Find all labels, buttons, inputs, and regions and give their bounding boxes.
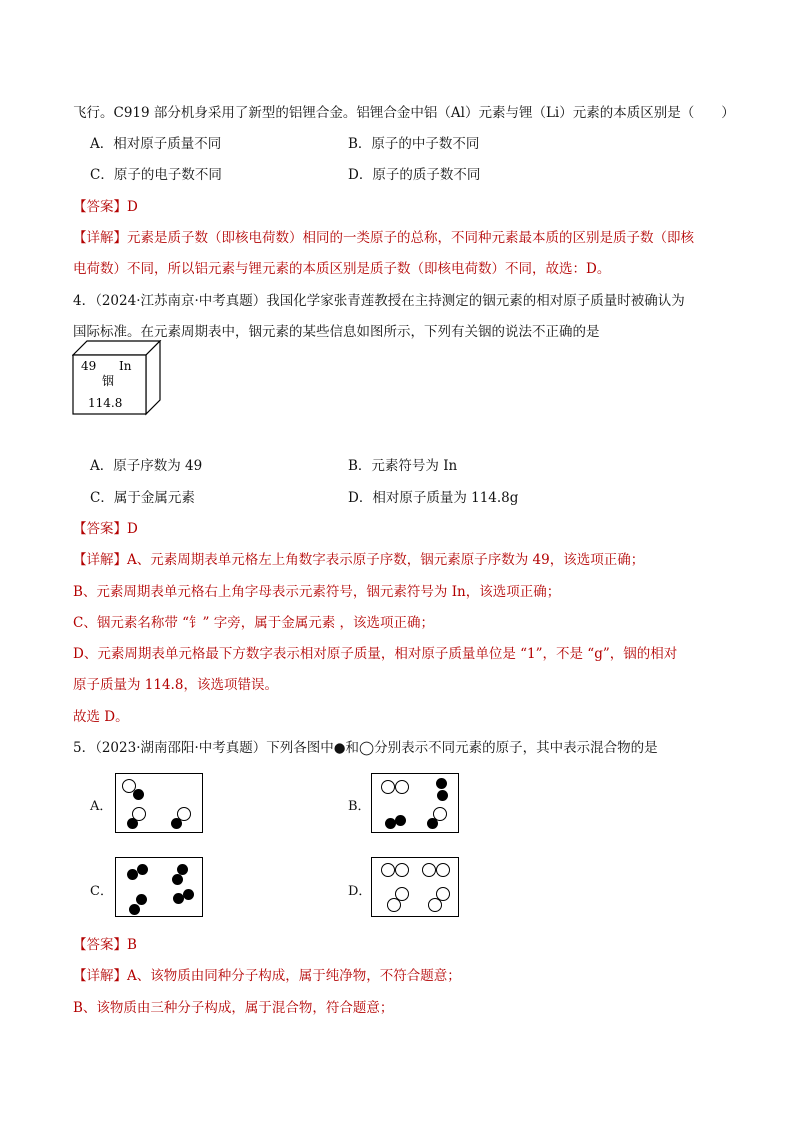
- q4-detail-line-1: [73, 551, 644, 569]
- answer-tag: 【答案】: [73, 937, 127, 953]
- q5-diagram-d: [371, 857, 459, 917]
- q4-detail-line-5: 原子质量为 114.8，该选项错误。: [73, 677, 278, 693]
- black-atom: [183, 889, 194, 900]
- black-atom: [129, 904, 140, 915]
- cell-element-name: 铟: [102, 374, 115, 388]
- cell-atomic-number: 49: [81, 359, 97, 373]
- q3-option-a: A．相对原子质量不同: [90, 136, 222, 152]
- q3-option-d: D．原子的质子数不同: [348, 167, 481, 183]
- black-atom: [172, 874, 183, 885]
- black-atom: [137, 864, 148, 875]
- q5-stem: 5．（2023·湖南邵阳·中考真题）下列各图中●和◯分别表示不同元素的原子，其中表示混合物的是: [73, 740, 658, 756]
- white-atom: [381, 780, 395, 794]
- q5-diagram-a: [115, 773, 203, 833]
- detail-text: A、该物质由同种分子构成，属于纯净物，不符合题意；: [127, 968, 461, 984]
- answer-tag: 【答案】: [73, 521, 127, 537]
- q4-option-a: A．原子序数为 49: [90, 458, 203, 474]
- white-atom: [381, 863, 395, 877]
- q4-option-d: D．相对原子质量为 114.8g: [348, 490, 519, 506]
- detail-text: A、元素周期表单元格左上角数字表示原子序数，铟元素原子序数为 49，该选项正确；: [127, 552, 645, 568]
- q5-answer: [73, 936, 137, 954]
- q3-stem: 飞行。C919 部分机身采用了新型的铝锂合金。铝锂合金中铝（Al）元素与锂（Li）元素的本质区别是（ ）: [73, 105, 735, 121]
- white-atom: [428, 898, 442, 912]
- answer-value: D: [127, 199, 138, 215]
- detail-tag: 【详解】: [73, 968, 127, 984]
- white-atom: [395, 863, 409, 877]
- q4-detail-line-2: B、元素周期表单元格右上角字母表示元素符号，铟元素符号为 In，该选项正确；: [73, 584, 561, 600]
- q4-detail-line-4: D、元素周期表单元格最下方数字表示相对原子质量，相对原子质量单位是 “1”，不是 “g”，铟的相对: [73, 646, 678, 662]
- q3-detail-line-2: 电荷数）不同，所以铝元素与锂元素的本质区别是质子数（即核电荷数）不同，故选：D。: [73, 261, 611, 277]
- q5-label-b: B．: [348, 799, 371, 814]
- black-atom: [133, 789, 144, 800]
- cell-atomic-mass: 114.8: [88, 396, 123, 410]
- q5-label-d: D．: [348, 884, 372, 899]
- q4-answer: [73, 520, 138, 538]
- q3-answer: [73, 198, 138, 216]
- white-atom: [422, 863, 436, 877]
- black-atom: [395, 815, 406, 826]
- q5-diagram-b: [371, 773, 459, 833]
- white-atom: [387, 898, 401, 912]
- answer-value: D: [127, 521, 138, 537]
- detail-text: 元素是质子数（即核电荷数）相同的一类原子的总称，不同种元素最本质的区别是质子数（即核: [127, 230, 694, 246]
- q5-label-a: A．: [90, 799, 113, 814]
- black-atom: [427, 818, 438, 829]
- q4-stem-line-2: 国际标准。在元素周期表中，铟元素的某些信息如图所示，下列有关铟的说法不正确的是: [73, 324, 600, 340]
- periodic-table-cell: [72, 340, 162, 416]
- black-atom: [127, 818, 138, 829]
- detail-tag: 【详解】: [73, 552, 127, 568]
- q4-option-c: C．属于金属元素: [90, 490, 195, 506]
- black-atom: [436, 778, 447, 789]
- black-atom: [136, 894, 147, 905]
- q5-diagram-c: [115, 857, 203, 917]
- q4-stem-line-1: 4．（2024·江苏南京·中考真题）我国化学家张青莲教授在主持测定的铟元素的相对原子质量时被确认为: [73, 293, 685, 309]
- white-atom: [436, 863, 450, 877]
- answer-tag: 【答案】: [73, 199, 127, 215]
- q3-option-c: C．原子的电子数不同: [90, 167, 222, 183]
- answer-value: B: [127, 937, 137, 953]
- black-atom: [437, 790, 448, 801]
- q3-detail-line-1: [73, 229, 694, 247]
- q5-detail-line-2: B、该物质由三种分子构成，属于混合物，符合题意；: [73, 1000, 394, 1016]
- q4-option-b: B．元素符号为 In: [348, 458, 458, 474]
- cell-element-symbol: In: [119, 359, 132, 373]
- q4-detail-line-6: 故选 D。: [73, 709, 129, 725]
- q5-label-c: C．: [90, 884, 113, 899]
- q4-detail-line-3: C、铟元素名称带 “钅” 字旁，属于金属元素 ，该选项正确；: [73, 615, 435, 631]
- q3-option-b: B．原子的中子数不同: [348, 136, 480, 152]
- black-atom: [171, 818, 182, 829]
- q5-detail-line-1: [73, 967, 461, 985]
- white-atom: [395, 780, 409, 794]
- detail-tag: 【详解】: [73, 230, 127, 246]
